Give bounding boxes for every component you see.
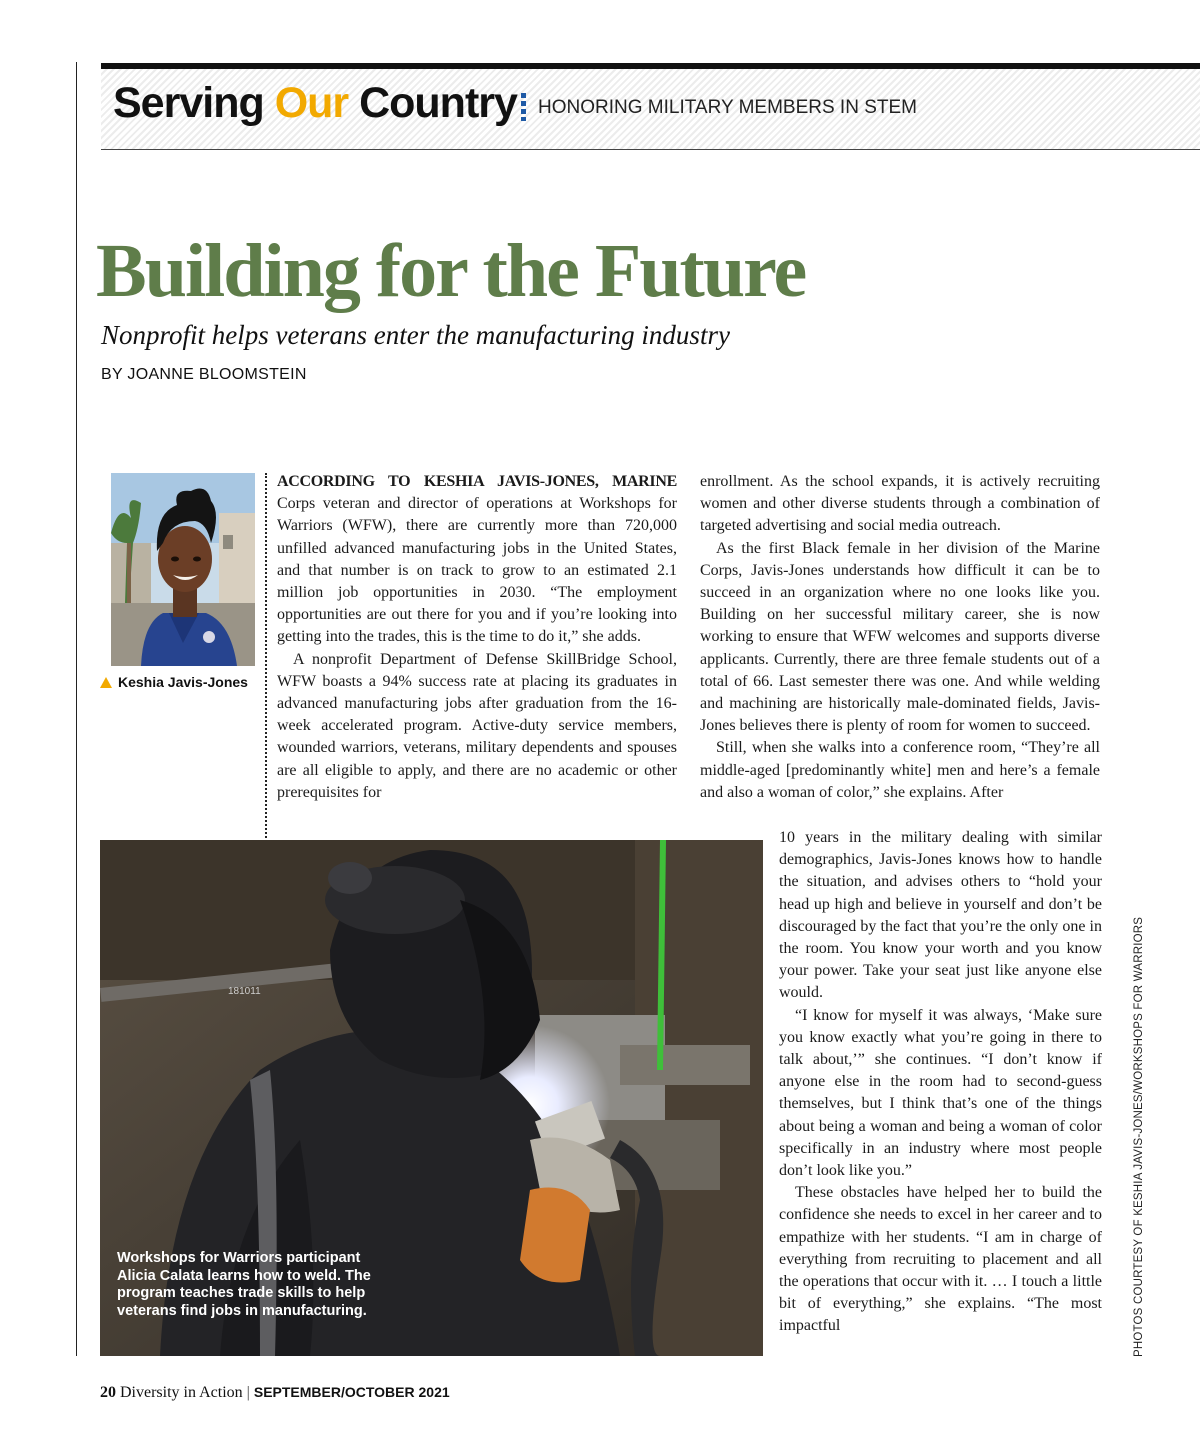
column-dotted-rule <box>265 473 267 838</box>
series-word-serving: Serving <box>113 79 264 127</box>
header-divider <box>521 93 526 121</box>
photo-caption: Workshops for Warriors participant Alicia Calata learns how to weld. The program teaches trade skills to help veterans find jobs in manufacturing. <box>117 1250 371 1319</box>
col1-paragraph-1: Corps veteran and director of operations at Workshops for Warriors (WFW), there are currently more than 720,000 unfilled advanced manufacturing jobs in the United States, and that number is on track to grow to an estimated 2.1 million job opportunities in 2030. “The employment opportunities are out there for you and if you’re looking into getting into the trades, this is the time to do it,” she adds. <box>277 495 677 646</box>
series-title <box>113 79 517 128</box>
portrait-photo <box>111 473 255 666</box>
caption-triangle-icon <box>100 677 112 688</box>
issue-date: SEPTEMBER/OCTOBER 2021 <box>253 1384 450 1400</box>
left-margin-rule <box>76 62 77 1356</box>
col2-paragraph-3: Still, when she walks into a conference room, “They’re all middle-aged [predominantly white] men and here’s a female and also a woman of color,” she explains. After <box>700 739 1100 801</box>
photo-stamp: 181011 <box>228 986 261 997</box>
footer-separator: | <box>246 1384 250 1401</box>
portrait-illustration <box>111 473 255 666</box>
magazine-title: Diversity in Action <box>120 1384 243 1401</box>
article-deck: Nonprofit helps veterans enter the manufacturing industry <box>101 320 730 350</box>
body-column-2 <box>700 471 1100 804</box>
article-byline: BY JOANNE BLOOMSTEIN <box>101 366 307 383</box>
col3-paragraph-2: “I know for myself it was always, ‘Make sure you know exactly what you’re going in there to talk about,’” she continues. “I don’t know if anyone else in the room had to second-guess themselves, but I think that’s one of the things about being a woman and being a woman of color specifically in an industry where most people don’t look like you.” <box>779 1006 1102 1180</box>
col3-paragraph-1: 10 years in the military dealing with similar demographics, Javis-Jones knows how to handle the situation, and advises others to “hold your head up high and believe in yourself and don’t be discouraged by the fact that you’re the only one in the room. You know your worth and you know your power. Take your seat just like anyone else would. <box>779 829 1102 1002</box>
col3-paragraph-3: These obstacles have helped her to build the confidence she needs to excel in her career and to empathize with her students. “I am in charge of everything from recruiting to placement and all the operations that occur with it. … I touch a little bit of everything,” she explains. “The most impactful <box>779 1184 1102 1335</box>
series-word-our: Our <box>274 79 349 127</box>
col2-paragraph-1: enrollment. As the school expands, it is actively recruiting women and other diverse students through a combination of targeted advertising and social media outreach. <box>700 473 1100 535</box>
section-header <box>101 69 1200 150</box>
photo-credit: PHOTOS COURTESY OF KESHIA JAVIS-JONES/WORKSHOPS FOR WARRIORS <box>1133 916 1145 1357</box>
portrait-caption-text: Keshia Javis-Jones <box>118 674 248 690</box>
portrait-caption <box>100 674 248 690</box>
col1-paragraph-2: A nonprofit Department of Defense SkillBridge School, WFW boasts a 94% success rate at placing its graduates in advanced manufacturing jobs after graduation from the 16-week accelerated program. Active-duty service members, wounded warriors, veterans, military dependents and spouses are all eligible to apply, and there are no academic or other prerequisites for <box>277 650 677 801</box>
page-number: 20 <box>100 1384 116 1401</box>
body-column-3 <box>779 827 1102 1338</box>
col2-paragraph-2: As the first Black female in her division of the Marine Corps, Javis-Jones understands how difficult it can be to succeed in an organization where no one looks like you. Building on her successful military career, she is now working to ensure that WFW welcomes and supports diverse applicants. Currently, there are three female students out of a total of 66. Last semester there was one. And while welding and machining are historically male-dominated fields, Javis-Jones believes there is plenty of room for women to succeed. <box>700 539 1100 735</box>
article-headline: Building for the Future <box>96 229 806 313</box>
section-kicker: HONORING MILITARY MEMBERS IN STEM <box>538 97 917 118</box>
body-column-1 <box>277 471 677 804</box>
page-footer <box>100 1384 450 1402</box>
series-word-country: Country <box>359 79 517 127</box>
lead-in: ACCORDING TO KESHIA JAVIS-JONES, MARINE <box>277 473 677 490</box>
